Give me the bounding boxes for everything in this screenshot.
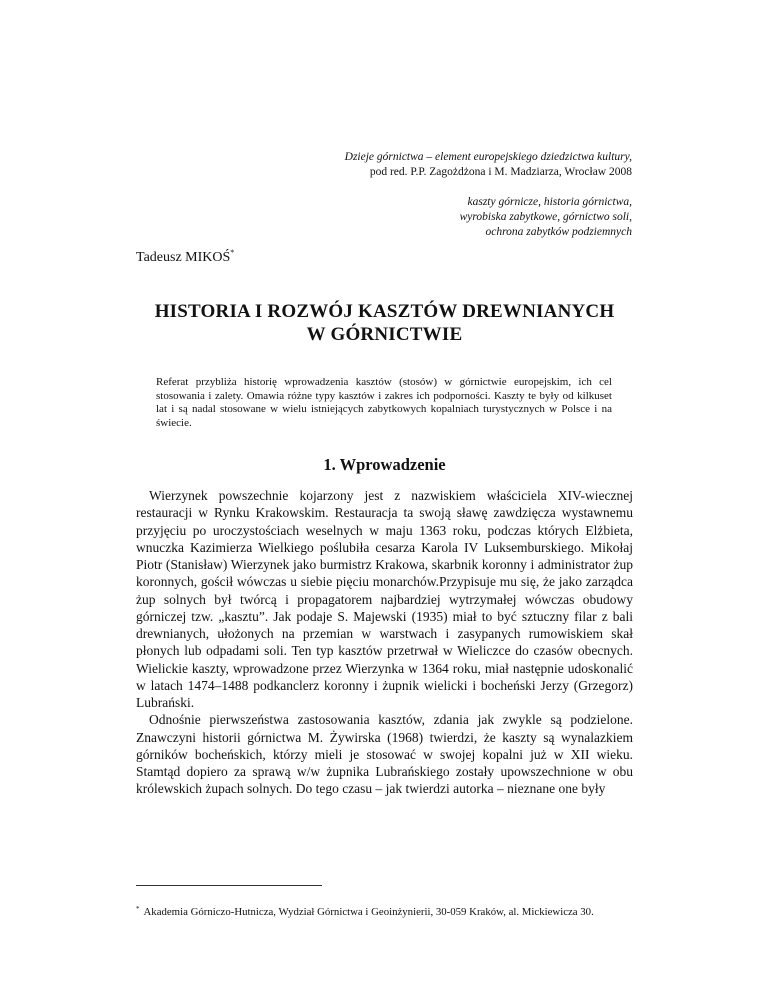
abstract: Referat przybliża historię wprowadzenia kasztów (stosów) w górnictwie europejskim, ich cel stosowania i zalety. Omawia różne typy kasztów i zakres ich podporności. Kaszty te były od kilkuset lat i są nadal stosowane w wielu istniejących zabytkowych kopalniach turystycznych w Polsce i na świecie. — [156, 376, 612, 429]
author-name: Tadeusz MIKOŚ — [136, 250, 231, 265]
paper-title — [136, 300, 633, 346]
source-citation — [345, 150, 632, 180]
footnote-text: Akademia Górniczo-Hutnicza, Wydział Górnictwa i Geoinżynierii, 30-059 Kraków, al. Mickiewicza 30. — [143, 906, 594, 918]
paragraph: Odnośnie pierwszeństwa zastosowania kasztów, zdania jak zwykle są podzielone. Znawczyni historii górnictwa M. Żywirska (1968) twierdzi, że kaszty są wynalazkiem górników bocheńskich, którzy mieli je stosować w swojej kopalni już w XII wieku. Stamtąd dopiero za sprawą w/w żupnika Lubrańskiego zostały upowszechnione w obu królewskich żupach solnych. Do tego czasu – jak twierdzi autorka – nieznane one były — [136, 712, 633, 797]
keyword-line: kaszty górnicze, historia górnictwa, — [467, 196, 632, 208]
paragraph: Wierzynek powszechnie kojarzony jest z nazwiskiem właściciela XIV-wiecznej restauracji w Rynku Krakowskim. Restauracja ta swoją sławę zawdzięcza wystawnemu przyjęciu po uroczystościach weselnych w maju 1363 roku, podczas których Elżbieta, wnuczka Kazimierza Wielkiego poślubiła cesarza Karola IV Luksemburskiego. Mikołaj Piotr (Stanisław) Wierzynek jako burmistrz Krakowa, skarbnik koronny i administrator żup koronnych, gościł wówczas u siebie pięciu monarchów.Przypisuje mu się, że jako zarządca żup solnych był twórcą i propagatorem najbardziej wytrzymałej wówczas obudowy górniczej tzw. „kasztu”. Jak podaje S. Majewski (1935) miał to być sztuczny filar z bali drewnianych, ułożonych na przemian w warstwach i zasypanych rumowiskiem skał płonych lub odpadami soli. Ten typ kasztów przetrwał w Wieliczce do czasów obecnych. Wielickie kaszty, wprowadzone przez Wierzynka w 1364 roku, miał następnie udoskonalić w latach 1474–1488 podkanclerz koronny i żupnik wielicki i bocheński Jerzy (Grzegorz) Lubrański. — [136, 488, 633, 710]
title-line-2: W GÓRNICTWIE — [306, 324, 463, 345]
author — [136, 248, 234, 266]
footnote-divider — [136, 885, 322, 886]
keywords — [460, 195, 632, 240]
title-line-1: HISTORIA I ROZWÓJ KASZTÓW DREWNIANYCH — [154, 301, 615, 322]
section-heading: 1. Wprowadzenie — [323, 455, 446, 474]
body-text — [136, 487, 633, 798]
keyword-line: ochrona zabytków podziemnych — [485, 226, 632, 238]
author-footnote-mark: * — [230, 248, 235, 257]
source-line-2: pod red. P.P. Zagożdżona i M. Madziarza, Wrocław 2008 — [369, 166, 632, 178]
source-line-1: Dzieje górnictwa – element europejskiego dziedzictwa kultury, — [344, 151, 632, 163]
footnote — [136, 902, 656, 919]
keyword-line: wyrobiska zabytkowe, górnictwo soli, — [459, 211, 632, 223]
footnote-mark: * — [136, 905, 140, 913]
